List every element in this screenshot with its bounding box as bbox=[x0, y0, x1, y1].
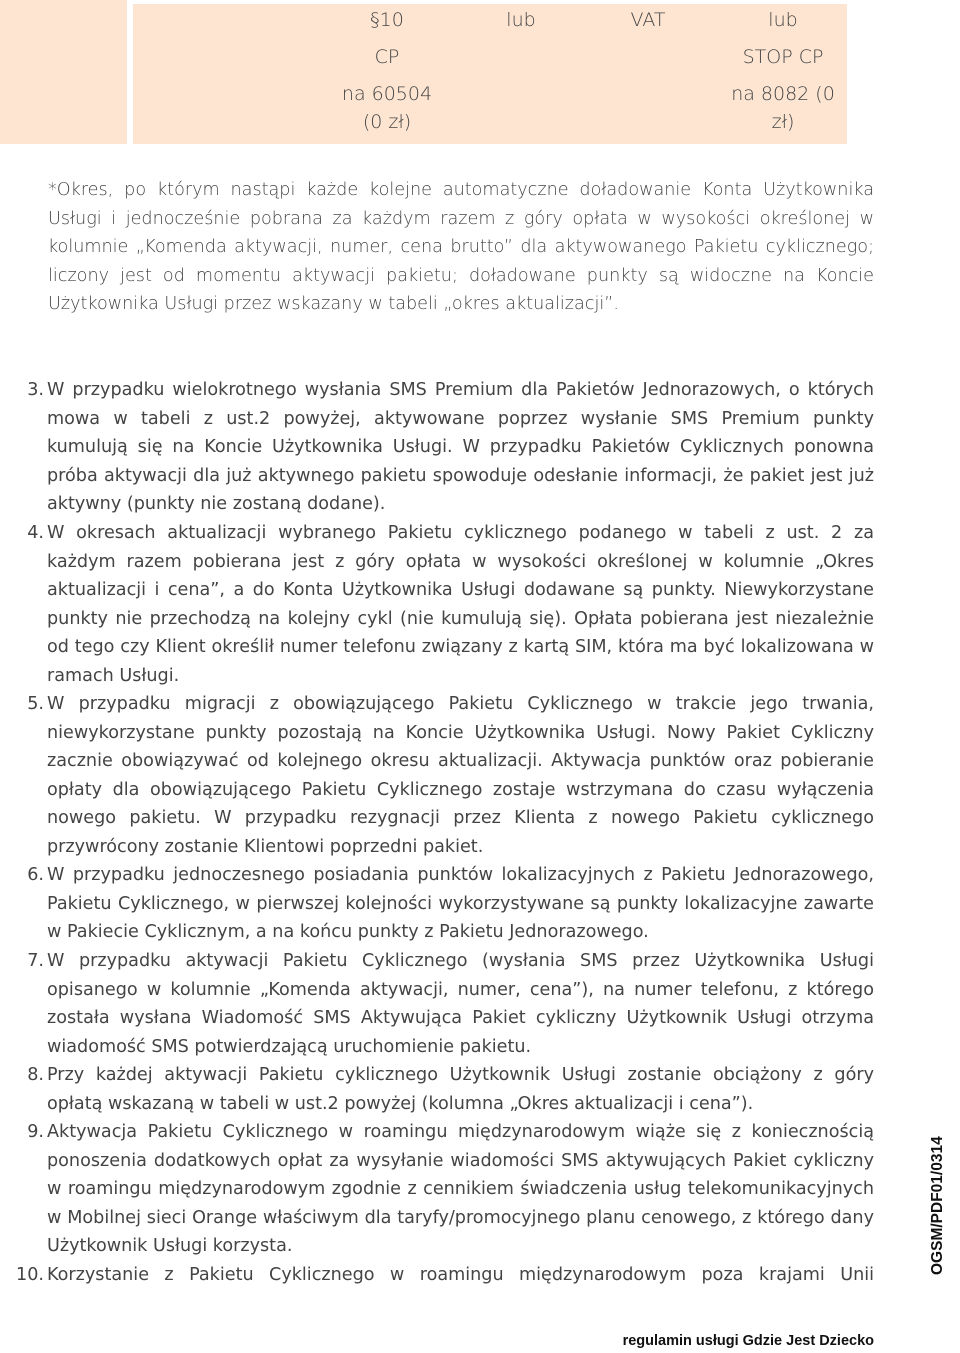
list-item-number: 6. bbox=[27, 865, 44, 885]
list-item-number: 4. bbox=[27, 523, 44, 543]
list-item-text: Aktywacja Pakietu Cyklicznego w roamingu międzynarodowym wiąże się z koniecznością ponoszenia dodatkowych opłat za wysyłanie wiadomości SMS aktywujących Pakiet cykliczny w roamingu międzynarodowym zgodnie z cennikiem świadczenia usług telekomunikacyjnych w Mobilnej sieci Orange właściwym dla taryfy/promocyjnego planu cenowego, z którego dany Użytkownik Usługi korzysta. bbox=[47, 1122, 874, 1256]
list-item-number: 10. bbox=[16, 1265, 44, 1285]
table-col-or-1 bbox=[451, 6, 591, 34]
table-text: §10 bbox=[370, 9, 404, 31]
tariff-table-fragment bbox=[0, 0, 960, 150]
table-cell-empty bbox=[0, 0, 127, 144]
table-text: zł) bbox=[771, 111, 795, 133]
table-text: STOP CP bbox=[742, 46, 824, 68]
table-text: CP bbox=[374, 46, 400, 68]
document-code: OGSM/PDF01/0314 bbox=[929, 1136, 946, 1275]
footnote: *Okres, po którym nastąpi każde kolejne automatyczne doładowanie Konta Użytkownika Usługi i jednocześnie pobrana za każdym razem z góry opłata w wysokości określonej w kolumnie „Komenda aktywacji, numer, cena brutto” dla aktywowanego Pakietu cyklicznego; liczony jest od momentu aktywacji pakietu; doładowane punkty są widoczne na Koncie Użytkownika Usługi przez wskazany w tabeli „okres aktualizacji”. bbox=[48, 180, 874, 314]
list-item-number: 3. bbox=[27, 380, 44, 400]
list-item-text: W przypadku aktywacji Pakietu Cyklicznego (wysłania SMS przez Użytkownika Usługi opisanego w kolumnie „Komenda aktywacji, numer, cena”), na numer telefonu, z którego została wysłana Wiadomość SMS Aktywująca Pakiet cykliczny Użytkownik Usługi otrzyma wiadomość SMS potwierdzającą uruchomienie pakietu. bbox=[47, 951, 874, 1057]
table-col-activate bbox=[317, 6, 457, 136]
table-text: lub bbox=[506, 9, 536, 31]
page-footer: regulamin usługi Gdzie Jest Dziecko bbox=[622, 1333, 874, 1349]
table-text: na 60504 bbox=[341, 83, 433, 105]
table-text: VAT bbox=[630, 9, 666, 31]
list-item-number: 8. bbox=[27, 1065, 44, 1085]
list-item-number: 9. bbox=[27, 1122, 44, 1142]
list-item-number: 5. bbox=[27, 694, 44, 714]
list-item-text: Przy każdej aktywacji Pakietu cyklicznego Użytkownik Usługi zostanie obciążony z góry opłatą wskazaną w tabeli w ust.2 powyżej (kolumna „Okres aktualizacji i cena”). bbox=[47, 1065, 874, 1114]
table-text: na 8082 (0 bbox=[731, 83, 835, 105]
table-text: (0 zł) bbox=[362, 111, 412, 133]
list-item-text: W przypadku jednoczesnego posiadania punktów lokalizacyjnych z Pakietu Jednorazowego, Pakietu Cyklicznego, w pierwszej kolejności wykorzystywane są punkty lokalizacyjne zawarte w Pakiecie Cyklicznym, a na końcu punkty z Pakietu Jednorazowego. bbox=[47, 865, 874, 942]
list-item-text: W okresach aktualizacji wybranego Pakietu cyklicznego podanego w tabeli z ust. 2 za każdym razem pobierana jest z góry opłata w wysokości określonej w kolumnie „Okres aktualizacji i cena”, a do Konta Użytkownika Usługi dodawane są punkty. Niewykorzystane punkty nie przechodzą na kolejny cykl (nie kumulują się). Opłata pobierana jest niezależnie od tego czy Klient określił numer telefonu związany z kartą SIM, która ma być lokalizowana w ramach Usługi. bbox=[47, 523, 874, 686]
list-item-text: W przypadku wielokrotnego wysłania SMS Premium dla Pakietów Jednorazowych, o których mowa w tabeli z ust.2 powyżej, aktywowane poprzez wysłanie SMS Premium punkty kumulują się na Koncie Użytkownika Usługi. W przypadku Pakietów Cyklicznych ponowna próba aktywacji dla już aktywnego pakietu spowoduje odesłanie informacji, że pakiet jest już aktywny (punkty nie zostaną dodane). bbox=[47, 380, 874, 514]
list-item-text: Korzystanie z Pakietu Cyklicznego w roamingu międzynarodowym poza krajami Unii bbox=[47, 1265, 874, 1285]
list-item-number: 7. bbox=[27, 951, 44, 971]
table-text: lub bbox=[768, 9, 798, 31]
list-item-text: W przypadku migracji z obowiązującego Pakietu Cyklicznego w trakcie jego trwania, niewykorzystane punkty pozostają na Koncie Użytkownika Usługi. Nowy Pakiet Cykliczny zacznie obowiązywać od kolejnego okresu aktualizacji. Aktywacja punktów oraz pobieranie opłaty dla obowiązującego Pakietu Cyklicznego zostaje wstrzymana do czasu wyłączenia nowego pakietu. W przypadku rezygnacji przez Klienta z nowego Pakietu cyklicznego przywrócony zostanie Klientowi poprzedni pakiet. bbox=[47, 694, 874, 857]
table-col-vat bbox=[578, 6, 718, 34]
table-col-stop bbox=[713, 6, 853, 136]
